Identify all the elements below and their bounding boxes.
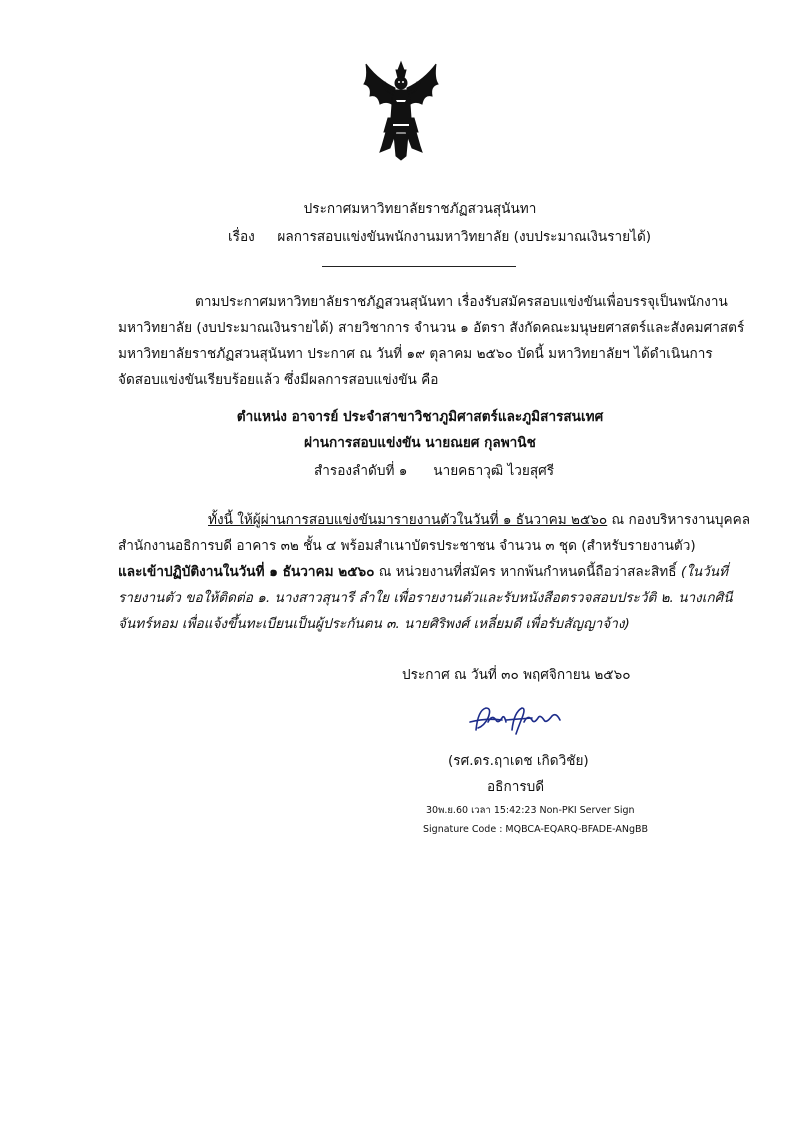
subject-text: ผลการสอบแข่งขันพนักงานมหาวิทยาลัย (งบประมาณเงินรายได้)	[277, 229, 652, 245]
result-reserve: สำรองลำดับที่ ๑ นายคธาวุฒิ ไวยสุศรี	[314, 463, 555, 479]
result-passed: ผ่านการสอบแข่งขัน นายณยศ กุลพานิช	[304, 435, 536, 451]
announce-date: ประกาศ ณ วันที่ ๓๐ พฤศจิกายน ๒๕๖๐	[402, 667, 631, 683]
header-divider	[322, 266, 516, 267]
para2-line3	[118, 559, 728, 585]
signer-title: อธิการบดี	[487, 779, 545, 795]
announcement-title: ประกาศมหาวิทยาลัยราชภัฏสวนสุนันทา	[303, 201, 537, 217]
para2-line1-rest: ณ กองบริหารงานบุคคล	[607, 512, 751, 528]
report-date-underlined: ทั้งนี้ ให้ผู้ผ่านการสอบแข่งขันมารายงานตัวในวันที่ ๑ ธันวาคม ๒๕๖๐	[208, 512, 608, 528]
para2-line1	[208, 507, 750, 533]
signature-code: Signature Code : MQBCA-EQARQ-BFADE-ANgBB	[423, 824, 649, 835]
para1-line3: มหาวิทยาลัยราชภัฏสวนสุนันทา ประกาศ ณ วันที่ ๑๙ ตุลาคม ๒๕๖๐ บัดนี้ มหาวิทยาลัยฯ ได้ดำเนินการ	[118, 346, 713, 362]
para2-line3-italic: (ในวันที่	[680, 564, 728, 580]
sign-timestamp: 30พ.ย.60 เวลา 15:42:23 Non-PKI Server Sign	[426, 805, 635, 816]
para2-line2: สำนักงานอธิการบดี อาคาร ๓๒ ชั้น ๔ พร้อมสำเนาบัตรประชาชน จำนวน ๓ ชุด (สำหรับรายงานตัว)	[118, 538, 696, 554]
para2-line3-rest: ณ หน่วยงานที่สมัคร หากพ้นกำหนดนี้ถือว่าสละสิทธิ์	[374, 564, 681, 580]
subject-label: เรื่อง	[228, 229, 255, 245]
result-position: ตำแหน่ง อาจารย์ ประจำสาขาวิชาภูมิศาสตร์และภูมิสารสนเทศ	[236, 409, 604, 425]
para2-line5: จันทร์หอม เพื่อแจ้งขึ้นทะเบียนเป็นผู้ประกันตน ๓. นายศิริพงศ์ เหลี่ยมดี เพื่อรับสัญญาจ้าง)	[118, 616, 630, 632]
start-work-date: และเข้าปฏิบัติงานในวันที่ ๑ ธันวาคม ๒๕๖๐	[118, 564, 375, 580]
garuda-emblem-icon	[360, 60, 442, 162]
para1-line1: ตามประกาศมหาวิทยาลัยราชภัฏสวนสุนันทา เรื่องรับสมัครสอบแข่งขันเพื่อบรรจุเป็นพนักงาน	[195, 294, 728, 310]
subject-line	[228, 224, 651, 250]
signer-name: (รศ.ดร.ฤาเดช เกิดวิชัย)	[448, 753, 589, 769]
para1-line2: มหาวิทยาลัย (งบประมาณเงินรายได้) สายวิชาการ จำนวน ๑ อัตรา สังกัดคณะมนุษยศาสตร์และสังคมศาสตร์	[118, 320, 745, 336]
handwritten-signature	[466, 700, 566, 740]
para2-line4: รายงานตัว ขอให้ติดต่อ ๑. นางสาวสุนารี ลำใย เพื่อรายงานตัวและรับหนังสือตรวจสอบประวัติ ๒. นางเกศินี	[118, 590, 733, 606]
para1-line4: จัดสอบแข่งขันเรียบร้อยแล้ว ซึ่งมีผลการสอบแข่งขัน คือ	[118, 372, 439, 388]
